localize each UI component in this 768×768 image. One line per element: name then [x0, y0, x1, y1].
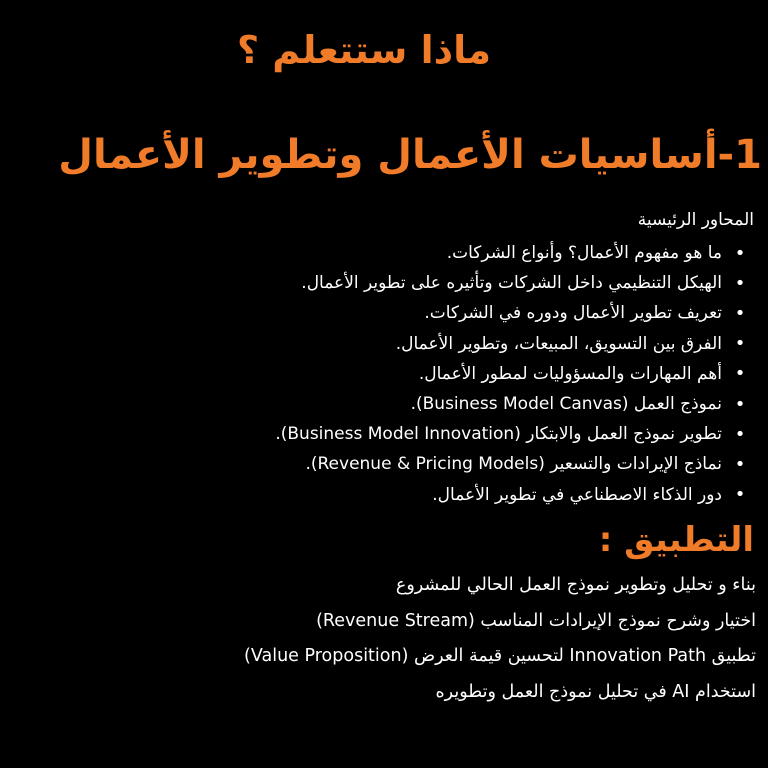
bullet-icon: •	[734, 242, 746, 264]
list-item	[20, 480, 752, 510]
list-item	[20, 449, 752, 479]
page-title: ماذا ستتعلم ؟	[237, 28, 491, 72]
bullet-icon: •	[734, 484, 746, 506]
main-axes-list	[20, 238, 752, 510]
bullet-icon: •	[734, 333, 746, 355]
list-item-text: الهيكل التنظيمي داخل الشركات وتأثيره على تطوير الأعمال.	[301, 273, 722, 294]
application-heading: التطبيق :	[598, 520, 754, 560]
bullet-icon: •	[734, 453, 746, 475]
list-item	[20, 359, 752, 389]
section-heading: 1-أساسيات الأعمال وتطوير الأعمال	[58, 132, 762, 178]
application-item: استخدام AI في تحليل نموذج العمل وتطويره	[435, 681, 756, 702]
bullet-icon: •	[734, 363, 746, 385]
application-list	[20, 568, 756, 710]
list-item-text: تعريف تطوير الأعمال ودوره في الشركات.	[424, 303, 722, 324]
main-axes-label: المحاور الرئيسية	[637, 210, 754, 230]
list-item-text: الفرق بين التسويق، المبيعات، وتطوير الأعمال.	[395, 333, 722, 354]
list-item	[20, 389, 752, 419]
list-item-text: أهم المهارات والمسؤوليات لمطور الأعمال.	[418, 363, 722, 384]
application-item: بناء و تحليل وتطوير نموذج العمل الحالي للمشروع	[395, 575, 756, 595]
list-item-text: دور الذكاء الاصطناعي في تطوير الأعمال.	[432, 484, 722, 505]
list-item	[20, 268, 752, 298]
bullet-icon: •	[734, 302, 746, 324]
list-item	[20, 329, 752, 359]
list-item	[20, 238, 752, 268]
list-item-text: تطوير نموذج العمل والابتكار (Business Model Innovation).	[275, 424, 722, 445]
list-item-text: نموذج العمل (Business Model Canvas).	[410, 394, 722, 415]
bullet-icon: •	[734, 423, 746, 445]
list-item	[20, 298, 752, 328]
bullet-icon: •	[734, 393, 746, 415]
list-item-text: ما هو مفهوم الأعمال؟ وأنواع الشركات.	[446, 243, 722, 264]
list-item-text: نماذج الإيرادات والتسعير (Revenue & Pricing Models).	[305, 454, 722, 475]
list-item	[20, 419, 752, 449]
bullet-icon: •	[734, 272, 746, 294]
application-item: تطبيق Innovation Path لتحسين قيمة العرض (Value Proposition)	[244, 646, 756, 666]
application-item: اختيار وشرح نموذج الإيرادات المناسب (Revenue Stream)	[316, 610, 756, 631]
